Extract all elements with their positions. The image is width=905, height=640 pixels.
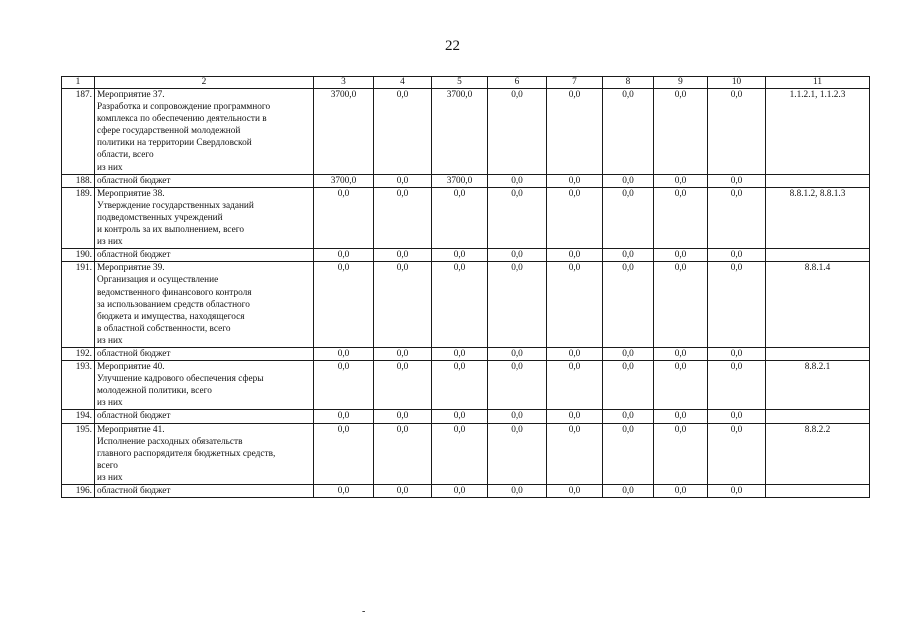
- description-line: политики на территории Свердловской: [97, 138, 252, 149]
- description-line: Исполнение расходных обязательств: [97, 436, 243, 447]
- column-header-9: 9: [654, 77, 708, 89]
- column-header-2: 2: [95, 77, 314, 89]
- value-cell-col5: 0,0: [432, 249, 488, 262]
- value-cell-col8: 0,0: [603, 249, 654, 262]
- description-line: и контроль за их выполнением, всего: [97, 225, 245, 236]
- value-cell-col8: 0,0: [603, 485, 654, 498]
- column-header-6: 6: [488, 77, 547, 89]
- description-line: Мероприятие 37.: [97, 90, 165, 100]
- value-cell-col6: 0,0: [488, 347, 547, 360]
- value-cell-col3: 0,0: [314, 485, 374, 498]
- column-header-7: 7: [547, 77, 603, 89]
- row-number: 189.: [62, 187, 95, 248]
- description-line: бюджета и имущества, находящегося: [97, 311, 245, 322]
- description-line: Мероприятие 40.: [97, 362, 165, 373]
- description-line: областной бюджет: [97, 175, 171, 186]
- value-cell-col8: 0,0: [603, 187, 654, 248]
- budget-table: [61, 76, 870, 498]
- value-cell-col9: 0,0: [654, 423, 708, 484]
- description-line: Мероприятие 41.: [97, 424, 165, 435]
- description-line: из них: [97, 398, 123, 409]
- row-number: 188.: [62, 174, 95, 187]
- table-row: [62, 485, 870, 498]
- value-cell-col9: 0,0: [654, 174, 708, 187]
- value-cell-col7: 0,0: [547, 89, 603, 175]
- reference-cell: [766, 485, 870, 498]
- column-header-1: 1: [62, 77, 95, 89]
- description-line: области, всего: [97, 150, 154, 161]
- value-cell-col6: 0,0: [488, 174, 547, 187]
- value-cell-col8: 0,0: [603, 410, 654, 423]
- row-description: [95, 249, 314, 262]
- column-header-4: 4: [374, 77, 432, 89]
- value-cell-col5: 3700,0: [432, 89, 488, 175]
- value-cell-col5: 0,0: [432, 347, 488, 360]
- value-cell-col7: 0,0: [547, 361, 603, 410]
- table-row: [62, 361, 870, 410]
- value-cell-col5: 0,0: [432, 262, 488, 348]
- value-cell-col10: 0,0: [708, 249, 766, 262]
- value-cell-col10: 0,0: [708, 485, 766, 498]
- table-row: [62, 187, 870, 248]
- column-header-11: 11: [766, 77, 870, 89]
- column-header-3: 3: [314, 77, 374, 89]
- value-cell-col7: 0,0: [547, 262, 603, 348]
- value-cell-col9: 0,0: [654, 347, 708, 360]
- description-line: сфере государственной молодежной: [97, 126, 241, 137]
- description-line: комплекса по обеспечению деятельности в: [97, 114, 267, 125]
- value-cell-col5: 0,0: [432, 485, 488, 498]
- value-cell-col7: 0,0: [547, 423, 603, 484]
- row-description: [95, 361, 314, 410]
- value-cell-col9: 0,0: [654, 485, 708, 498]
- value-cell-col8: 0,0: [603, 262, 654, 348]
- description-line: Организация и осуществление: [97, 275, 219, 286]
- value-cell-col6: 0,0: [488, 249, 547, 262]
- value-cell-col7: 0,0: [547, 174, 603, 187]
- value-cell-col9: 0,0: [654, 89, 708, 175]
- column-header-8: 8: [603, 77, 654, 89]
- value-cell-col9: 0,0: [654, 361, 708, 410]
- table-row: [62, 347, 870, 360]
- value-cell-col6: 0,0: [488, 410, 547, 423]
- description-line: из них: [97, 472, 123, 483]
- table-row: [62, 249, 870, 262]
- value-cell-col4: 0,0: [374, 485, 432, 498]
- table-row: [62, 262, 870, 348]
- row-number: 190.: [62, 249, 95, 262]
- description-line: из них: [97, 335, 123, 346]
- value-cell-col9: 0,0: [654, 262, 708, 348]
- value-cell-col10: 0,0: [708, 262, 766, 348]
- table-header: [62, 77, 870, 89]
- value-cell-col9: 0,0: [654, 187, 708, 248]
- value-cell-col10: 0,0: [708, 410, 766, 423]
- value-cell-col3: 0,0: [314, 249, 374, 262]
- description-line: областной бюджет: [97, 486, 171, 496]
- reference-cell: 8.8.2.2: [766, 423, 870, 484]
- value-cell-col6: 0,0: [488, 423, 547, 484]
- value-cell-col4: 0,0: [374, 262, 432, 348]
- row-description: [95, 187, 314, 248]
- column-header-10: 10: [708, 77, 766, 89]
- description-line: Улучшение кадрового обеспечения сферы: [97, 374, 264, 385]
- description-line: в областной собственности, всего: [97, 323, 231, 334]
- row-number: 196.: [62, 485, 95, 498]
- value-cell-col6: 0,0: [488, 262, 547, 348]
- value-cell-col3: 0,0: [314, 423, 374, 484]
- table-row: [62, 174, 870, 187]
- description-line: Мероприятие 39.: [97, 263, 165, 274]
- value-cell-col10: 0,0: [708, 89, 766, 175]
- value-cell-col3: 0,0: [314, 187, 374, 248]
- value-cell-col4: 0,0: [374, 187, 432, 248]
- value-cell-col7: 0,0: [547, 187, 603, 248]
- value-cell-col9: 0,0: [654, 410, 708, 423]
- value-cell-col4: 0,0: [374, 347, 432, 360]
- value-cell-col5: 0,0: [432, 410, 488, 423]
- value-cell-col5: 3700,0: [432, 174, 488, 187]
- description-line: из них: [97, 237, 123, 248]
- reference-cell: [766, 347, 870, 360]
- row-number: 192.: [62, 347, 95, 360]
- row-description: [95, 347, 314, 360]
- value-cell-col9: 0,0: [654, 249, 708, 262]
- value-cell-col10: 0,0: [708, 347, 766, 360]
- value-cell-col3: 3700,0: [314, 174, 374, 187]
- value-cell-col5: 0,0: [432, 187, 488, 248]
- reference-cell: 8.8.1.4: [766, 262, 870, 348]
- reference-cell: [766, 410, 870, 423]
- description-line: областной бюджет: [97, 250, 171, 261]
- table-row: [62, 89, 870, 175]
- row-description: [95, 485, 314, 498]
- reference-cell: [766, 249, 870, 262]
- value-cell-col10: 0,0: [708, 187, 766, 248]
- description-line: областной бюджет: [97, 348, 171, 359]
- table-body: [62, 89, 870, 498]
- row-number: 193.: [62, 361, 95, 410]
- value-cell-col4: 0,0: [374, 410, 432, 423]
- value-cell-col8: 0,0: [603, 89, 654, 175]
- description-line: Мероприятие 38.: [97, 188, 165, 199]
- row-number: 191.: [62, 262, 95, 348]
- table-row: [62, 410, 870, 423]
- reference-cell: [766, 174, 870, 187]
- value-cell-col8: 0,0: [603, 361, 654, 410]
- row-description: [95, 262, 314, 348]
- reference-cell: 8.8.1.2, 8.8.1.3: [766, 187, 870, 248]
- value-cell-col8: 0,0: [603, 174, 654, 187]
- value-cell-col3: 0,0: [314, 410, 374, 423]
- description-line: Разработка и сопровождение программного: [97, 102, 271, 113]
- value-cell-col7: 0,0: [547, 249, 603, 262]
- value-cell-col4: 0,0: [374, 249, 432, 262]
- value-cell-col3: 0,0: [314, 361, 374, 410]
- row-number: 187.: [62, 89, 95, 175]
- value-cell-col3: 0,0: [314, 262, 374, 348]
- table-row: [62, 423, 870, 484]
- value-cell-col8: 0,0: [603, 423, 654, 484]
- value-cell-col10: 0,0: [708, 423, 766, 484]
- value-cell-col10: 0,0: [708, 174, 766, 187]
- row-number: 194.: [62, 410, 95, 423]
- description-line: из них: [97, 162, 123, 173]
- description-line: молодежной политики, всего: [97, 386, 212, 397]
- value-cell-col3: 0,0: [314, 347, 374, 360]
- reference-cell: 1.1.2.1, 1.1.2.3: [766, 89, 870, 175]
- row-description: [95, 423, 314, 484]
- value-cell-col5: 0,0: [432, 361, 488, 410]
- column-header-5: 5: [432, 77, 488, 89]
- description-line: за использованием средств областного: [97, 299, 250, 310]
- value-cell-col6: 0,0: [488, 89, 547, 175]
- footer-mark: -: [362, 606, 366, 617]
- value-cell-col5: 0,0: [432, 423, 488, 484]
- value-cell-col4: 0,0: [374, 361, 432, 410]
- description-line: ведомственного финансового контроля: [97, 287, 252, 298]
- value-cell-col3: 3700,0: [314, 89, 374, 175]
- description-line: главного распорядителя бюджетных средств,: [97, 448, 276, 459]
- value-cell-col6: 0,0: [488, 361, 547, 410]
- reference-cell: 8.8.2.1: [766, 361, 870, 410]
- value-cell-col4: 0,0: [374, 174, 432, 187]
- value-cell-col7: 0,0: [547, 410, 603, 423]
- value-cell-col6: 0,0: [488, 485, 547, 498]
- value-cell-col4: 0,0: [374, 423, 432, 484]
- page-number: 22: [445, 38, 460, 54]
- value-cell-col4: 0,0: [374, 89, 432, 175]
- value-cell-col8: 0,0: [603, 347, 654, 360]
- value-cell-col7: 0,0: [547, 347, 603, 360]
- description-line: областной бюджет: [97, 411, 171, 422]
- description-line: подведомственных учреждений: [97, 212, 223, 223]
- row-number: 195.: [62, 423, 95, 484]
- row-description: [95, 89, 314, 175]
- description-line: Утверждение государственных заданий: [97, 200, 254, 211]
- value-cell-col7: 0,0: [547, 485, 603, 498]
- row-description: [95, 410, 314, 423]
- value-cell-col10: 0,0: [708, 361, 766, 410]
- description-line: всего: [97, 460, 118, 471]
- value-cell-col6: 0,0: [488, 187, 547, 248]
- header-row: [62, 77, 870, 89]
- row-description: [95, 174, 314, 187]
